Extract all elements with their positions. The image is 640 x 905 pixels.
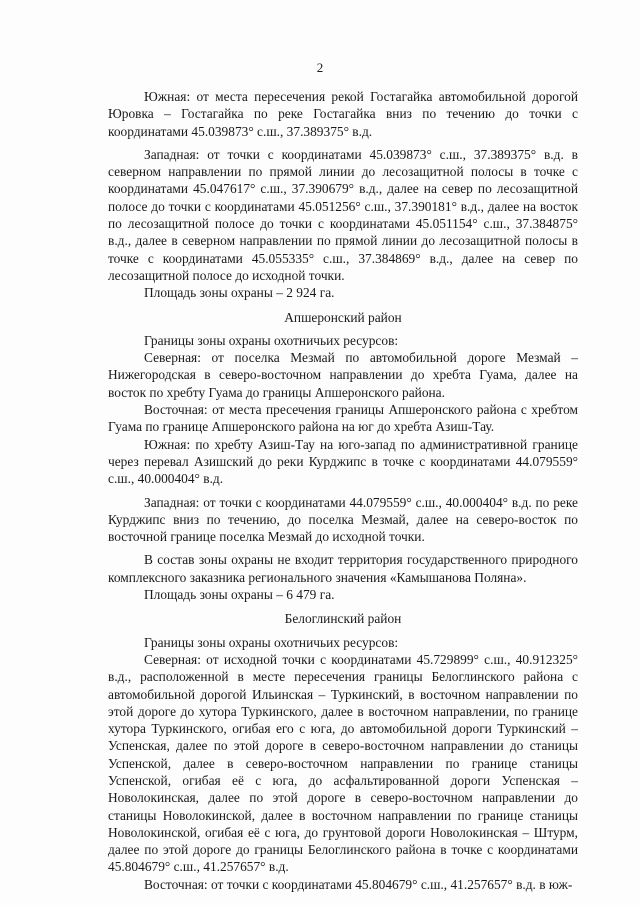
paragraph-south-boundary: Южная: по хребту Азиш-Тау на юго-запад по административной границе через перевал Азишский до реки Курджипс в точке с координатами 44.079559° с.ш., 40.000404° в.д. — [108, 436, 578, 487]
paragraph-north-boundary: Северная: от исходной точки с координатами 45.729899° с.ш., 40.912325° в.д., расположенной в месте пересечения границы Белоглинского района с автомобильной дорогой Ильинская – Туркинский, в восточном направлении по этой дороге до хутора Туркинского, далее в восточном направлении, по границе хутора Туркинского, огибая его с юга, до автомобильной дороги Туркинский – Успенская, далее по этой дороге в северо-восточном направлении до станицы Успенской, далее в северо-восточном направлении по границе станицы Успенской, огибая её с юга, до асфальтированной дороги Успенская – Новолокинская, далее по этой дороге в северо-восточном направлении до станицы Новолокинской, далее в восточном направлении по границе станицы Новолокинской, огибая её с юга, до грунтовой дороги Новолокинская – Штурм, далее по этой дороге до границы Белоглинского района в точке с координатами 45.804679° с.ш., 41.257657° в.д. — [108, 651, 578, 875]
section-heading-apsheronsky: Апшеронский район — [284, 309, 402, 325]
paragraph-boundaries-intro: Границы зоны охраны охотничьих ресурсов: — [144, 634, 399, 650]
paragraph-exclusion: В состав зоны охраны не входит территория государственного природного комплексного заказника регионального значения «Камышанова Поляна». — [108, 552, 578, 585]
paragraph-west-boundary: Западная: от точки с координатами 44.079559° с.ш., 40.000404° в.д. по реке Курджипс вниз по течению, до поселка Мезмай, далее на северо-восток по восточной границе поселка Мезмай до исходной точки. — [108, 494, 578, 545]
paragraph-south-boundary: Южная: от места пересечения рекой Гостагайка автомобильной дорогой Юровка – Гостагайка по реке Гостагайка вниз по течению до точки с координатами 45.039873° с.ш., 37.389375° в.д. — [108, 89, 578, 139]
paragraph-north-boundary: Северная: от поселка Мезмай по автомобильной дороге Мезмай – Нижегородская в северо-восточном направлении до хребта Гуама, далее на восток по хребту Гуама до границы Апшеронского района. — [108, 350, 578, 400]
paragraph-east-boundary: Восточная: от места пресечения границы Апшеронского района с хребтом Гуама по границе Апшеронского района на юг до хребта Азиш-Тау. — [108, 402, 578, 435]
paragraph-west-boundary: Западная: от точки с координатами 45.039873° с.ш., 37.389375° в.д. в северном направлении по прямой линии до лесозащитной полосы в точке с координатами 45.047617° с.ш., 37.390679° в.д., далее на север по лесозащитной полосе до точки с координатами 45.051256° с.ш., 37.390181° в.д., далее на восток по лесозащитной полосе до точки с координатами 45.051154° с.ш., 37.384875° в.д., далее в северном направлении по прямой линии до лесозащитной полосы в точке с координатами 45.055335° с.ш., 37.384869° в.д., далее на север по лесозащитной полосе до исходной точки. — [108, 146, 578, 283]
paragraph-area: Площадь зоны охраны – 6 479 га. — [144, 587, 335, 603]
section-heading-beloglinsky: Белоглинский район — [284, 611, 402, 627]
paragraph-east-boundary: Восточная: от точки с координатами 45.804679° с.ш., 41.257657° в.д. в юж- — [144, 876, 573, 892]
page-number: 2 — [316, 60, 324, 75]
document-body — [108, 88, 578, 893]
paragraph-boundaries-intro: Границы зоны охраны охотничьих ресурсов: — [144, 332, 399, 348]
paragraph-area: Площадь зоны охраны – 2 924 га. — [144, 285, 335, 301]
